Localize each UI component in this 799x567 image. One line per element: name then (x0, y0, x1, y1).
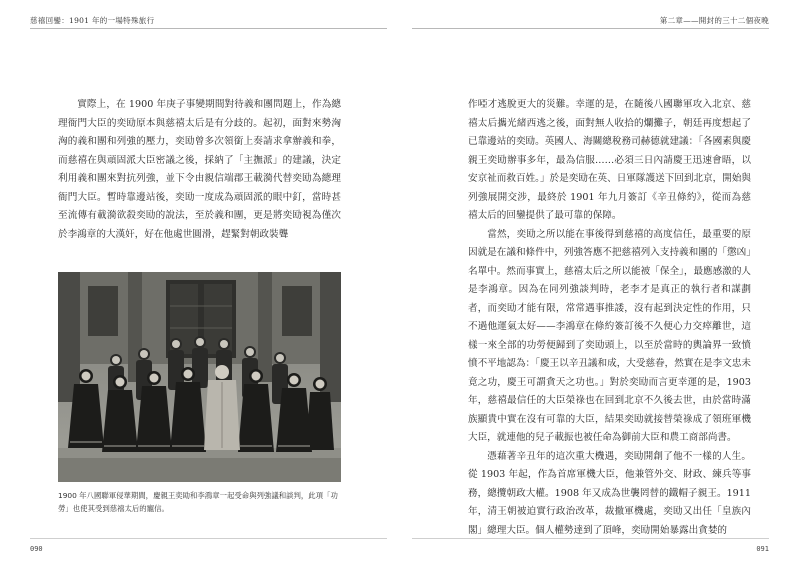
left-page-number: 090 (30, 545, 43, 553)
right-body-text (468, 96, 751, 536)
right-page-number: 091 (756, 545, 769, 553)
photo-caption: 1900 年八國聯軍侵華期間，慶親王奕劻和李鴻章一起受命與列強議和談判，此項「功勞」也使其受到慈禧太后的寵信。 (58, 491, 338, 513)
right-paragraph-2: 當然，奕劻之所以能在事後得到慈禧的高度信任，最重要的原因就是在議和條件中，列強答應不把慈禧列入支持義和團的「懲凶」名單中。然而事實上，慈禧太后之所以能被「保全」，最應感激的人是李鴻章。因為在同列強談判時，老李才是真正的執行者和謀劃者，而奕劻才能有限，常常遇事推諉，沒有起到決定性的作用，只不過他運氣太好——李鴻章在條約簽訂後不久便心力交瘁離世，這樣一來全部的功勞便歸到了奕劻頭上，以至於當時的輿論界一致憤憤不平地認為：「慶王以辛丑議和成，大受慈眷，然實在是李文忠未竟之功，慶王可謂貪天之功也。」對於奕劻而言更幸運的是，1903 年，慈禧最信任的大臣榮祿也在回到北京不久後去世，由於當時滿族顯貴中實在沒有可靠的大臣，結果奕劻就接替榮祿成了領班軍機大臣，就連他的兒子載振也被任命為御前大臣和農工商部尚書。 (468, 228, 751, 443)
left-running-head: 慈禧回鑾：1901 年的一場特殊旅行 (30, 16, 155, 25)
right-header-rule (412, 28, 769, 29)
right-running-head: 第二章——開封的三十二個夜晚 (659, 16, 769, 25)
left-footer-rule (30, 538, 387, 539)
right-paragraph-1: 作啞才逃脫更大的災難。幸運的是，在隨後八國聯軍攻入北京、慈禧太后攜光緒西逃之後，面對無人收拾的爛攤子，朝廷再度想起了已靠邊站的奕劻。英國人、海關總稅務司赫德就建議：「各國素與慶親王奕劻辦事多年，最為信服……必須三日內請慶王迅速會晤，以安京祉而救百姓。」於是奕劻在英、日軍隊護送下回到北京，開始與列強展開交涉，最終於 1901 年九月簽訂《辛丑條約》，從而為慈禧太后的回鑾提供了最可靠的保障。 (468, 99, 751, 221)
left-paragraph-1: 實際上，在 1900 年庚子事變期間對待義和團問題上，作為總理衙門大臣的奕劻原本與慈禧太后是有分歧的。起初，面對來勢洶洶的義和團和列強的壓力，奕劻曾多次領銜上奏請求拿辦義和拳，而慈禧在與頑固派大臣密議之後，採納了「主撫派」的建議，決定利用義和團來對抗列強，並下令由親信端郡王載漪代替奕劻為總理衙門大臣。暫時靠邊站後，奕劻一度成為頑固派的眼中釘，當時甚至流傳有載漪欲殺奕劻的說法，至於義和團，更是將奕劻視為僅次於李鴻章的大漢奸，好在他處世圓滑，趕緊對朝政裝聾 (58, 99, 341, 240)
right-paragraph-3: 憑藉著辛丑年的這次重大機遇，奕劻開創了他不一樣的人生。從 1903 年起，作為首席軍機大臣，他兼管外交、財政、練兵等事務，總攬朝政大權。1908 年又成為世襲罔替的鐵帽子親王。1911 年，清王朝被迫實行政治改革，裁撤軍機處，奕劻又出任「皇族內閣」總理大臣。個人權勢達到了頂峰，奕劻開始暴露出貪婪的 (468, 450, 751, 536)
right-footer-rule (412, 538, 769, 539)
left-body-text (58, 96, 341, 276)
left-header-rule (30, 28, 387, 29)
left-page (0, 0, 399, 567)
historical-group-photo (58, 272, 341, 482)
